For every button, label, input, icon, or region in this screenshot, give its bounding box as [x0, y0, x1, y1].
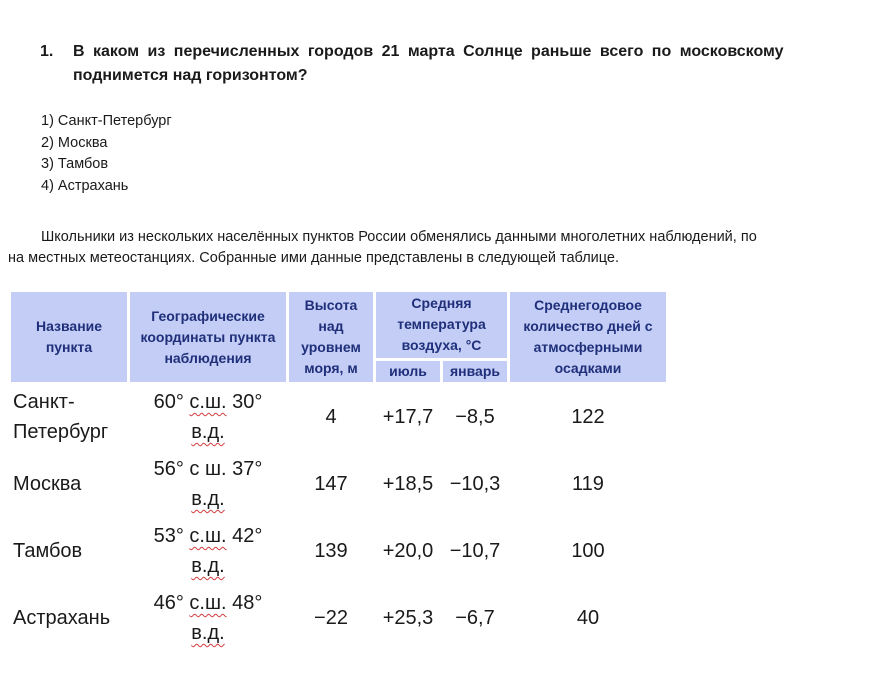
cell-july: +18,5: [382, 473, 434, 495]
lat-value: 60°: [153, 391, 184, 413]
cell-altitude: −22: [314, 607, 348, 629]
cell-coords: [130, 385, 286, 449]
paragraph-line-1: Школьники из нескольких населённых пунктов России обменялись данными многолетних наблюдений, по: [41, 229, 757, 245]
answer-options: [41, 111, 172, 197]
cell-days: 122: [571, 406, 605, 428]
header-precip-days: Среднегодовое количество дней с атмосферными осадками: [510, 292, 666, 382]
table-row: [11, 586, 666, 650]
observations-table: [8, 289, 669, 653]
lon-unit: в.д.: [191, 421, 225, 443]
cell-days: 40: [576, 607, 600, 629]
option-4: 4) Астрахань: [41, 177, 129, 194]
cell-days: 100: [571, 540, 605, 562]
paragraph-line-2: на местных метеостанциях. Собранные ими данные представлены в следующей таблице.: [8, 250, 619, 266]
cell-coords: [130, 586, 286, 650]
cell-name: Астрахань: [13, 607, 111, 629]
cell-coords: [130, 519, 286, 583]
header-name: Название пункта: [11, 292, 127, 382]
lat-value: 46°: [153, 592, 184, 614]
lon-value: 30°: [232, 391, 263, 413]
cell-name: Москва: [13, 473, 82, 495]
option-1: 1) Санкт-Петербург: [41, 113, 172, 129]
table-row: [11, 385, 666, 449]
lat-unit: с.ш.: [189, 592, 227, 614]
cell-july: +17,7: [382, 406, 434, 428]
cell-january: −10,7: [449, 540, 501, 562]
cell-july: +20,0: [382, 540, 434, 562]
lat-value: 56°: [153, 458, 184, 480]
question-line-1: В каком из перечисленных городов 21 марта Солнце раньше всего по московскому: [73, 43, 784, 60]
cell-january: −8,5: [455, 406, 495, 428]
cell-name: Санкт-Петербург: [13, 391, 109, 443]
cell-coords: [130, 452, 286, 516]
cell-july: +25,3: [382, 607, 434, 629]
header-avg-temp: Средняя температура воздуха, °С: [376, 292, 507, 358]
lon-unit: в.д.: [191, 488, 225, 510]
table-row: [11, 519, 666, 583]
cell-january: −6,7: [455, 607, 495, 629]
header-altitude: Высота над уровнем моря, м: [289, 292, 373, 382]
cell-days: 119: [572, 473, 604, 495]
lat-unit: с.ш.: [189, 391, 227, 413]
lat-value: 53°: [153, 525, 184, 547]
intro-paragraph: [8, 227, 869, 269]
option-2: 2) Москва: [41, 134, 108, 151]
header-january: январь: [443, 361, 507, 383]
question-line-2: поднимется над горизонтом?: [73, 67, 308, 84]
cell-january: −10,3: [449, 473, 501, 495]
table-row: [11, 452, 666, 516]
option-3: 3) Тамбов: [41, 156, 109, 172]
lon-unit: в.д.: [191, 555, 225, 577]
question-number: 1.: [40, 43, 54, 60]
lon-value: 42°: [232, 525, 263, 547]
cell-altitude: 147: [314, 473, 348, 495]
lon-value: 37°: [232, 458, 263, 480]
header-coords: Географические координаты пункта наблюдения: [130, 292, 286, 382]
header-july: июль: [376, 361, 440, 383]
lon-unit: в.д.: [191, 622, 225, 644]
lon-value: 48°: [232, 592, 263, 614]
cell-altitude: 4: [325, 406, 337, 428]
lat-unit: с ш.: [189, 458, 227, 480]
cell-altitude: 139: [314, 540, 348, 562]
lat-unit: с.ш.: [189, 525, 227, 547]
cell-name: Тамбов: [13, 540, 83, 562]
